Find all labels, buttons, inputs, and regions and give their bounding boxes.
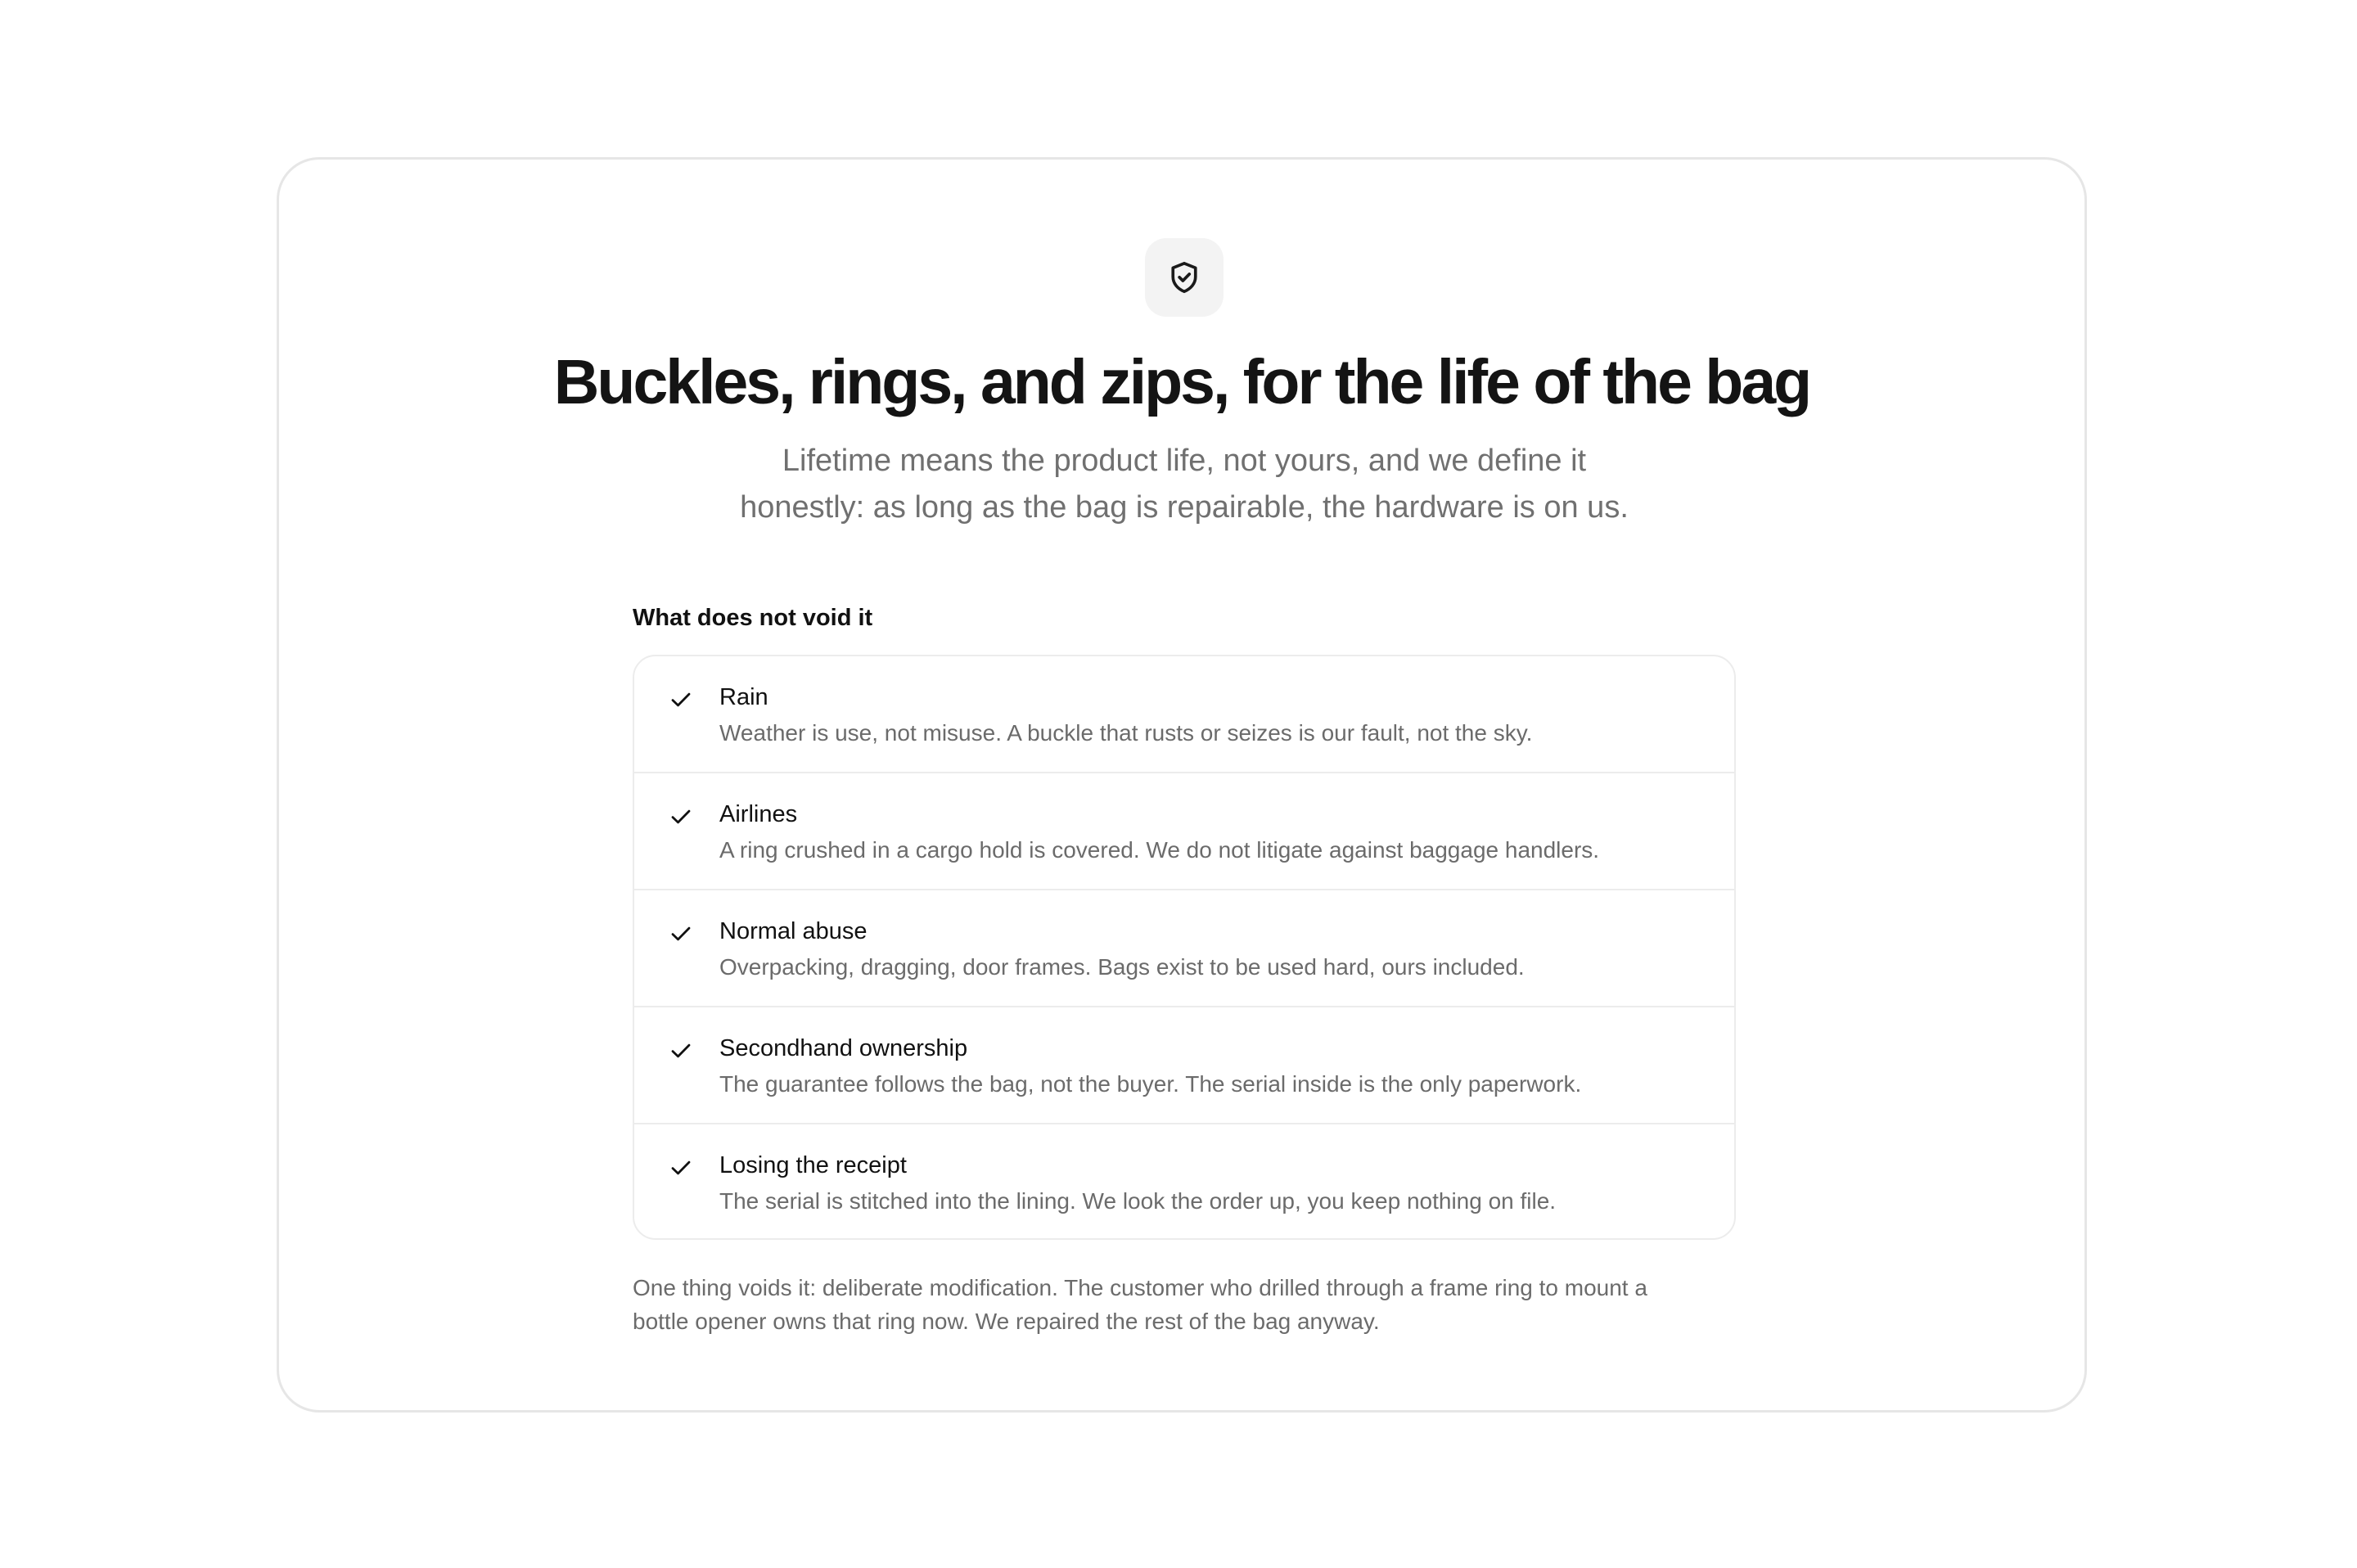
shield-badge (1145, 238, 1224, 317)
list-item-description: A ring crushed in a cargo hold is covered. We do not litigate against baggage handlers. (719, 837, 1600, 863)
subtitle-line-2: honestly: as long as the bag is repairable, the hardware is on us. (740, 490, 1629, 525)
list-item (634, 1007, 1734, 1124)
list-item-title: Normal abuse (719, 918, 868, 944)
list-item-title: Airlines (719, 801, 798, 827)
list-item-description: The guarantee follows the bag, not the buyer. The serial inside is the only paperwork. (719, 1071, 1582, 1097)
list-item-description: Weather is use, not misuse. A buckle that rusts or seizes is our fault, not the sky. (719, 720, 1533, 746)
check-icon (669, 687, 693, 712)
check-icon (669, 804, 693, 829)
list-item-description: The serial is stitched into the lining. We look the order up, you keep nothing on file. (719, 1188, 1557, 1214)
coverage-list (633, 655, 1736, 1240)
list-item (634, 890, 1734, 1007)
check-icon (669, 921, 693, 946)
section-label: What does not void it (633, 605, 873, 631)
list-item (634, 656, 1734, 773)
footnote-line-2: bottle opener owns that ring now. We repaired the rest of the bag anyway. (633, 1309, 1380, 1334)
page-subtitle (734, 438, 1634, 531)
list-item-title: Losing the receipt (719, 1152, 907, 1178)
list-item-title: Rain (719, 684, 768, 710)
page-title: Buckles, rings, and zips, for the life of the bag (553, 347, 1810, 417)
list-item (634, 1124, 1734, 1240)
shield-check-icon (1166, 259, 1202, 295)
footnote-line-1: One thing voids it: deliberate modification. The customer who drilled through a frame ring to mount a (633, 1275, 1647, 1300)
list-item (634, 773, 1734, 890)
void-footnote (633, 1271, 1762, 1338)
check-icon (669, 1039, 693, 1063)
subtitle-line-1: Lifetime means the product life, not yours, and we define it (782, 444, 1587, 478)
check-icon (669, 1156, 693, 1180)
guarantee-card (277, 157, 2087, 1413)
list-item-description: Overpacking, dragging, door frames. Bags exist to be used hard, ours included. (719, 954, 1525, 980)
list-item-title: Secondhand ownership (719, 1035, 968, 1061)
